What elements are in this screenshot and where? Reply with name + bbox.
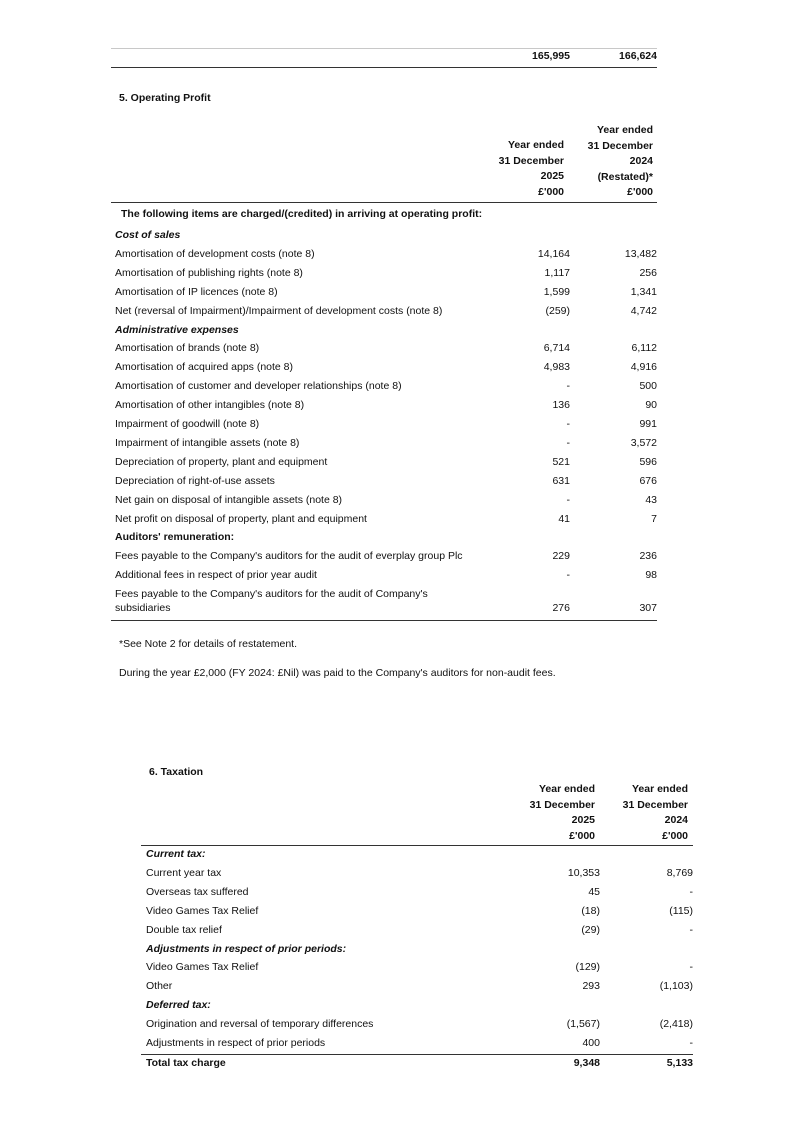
- row-label: Amortisation of publishing rights (note 8): [115, 266, 303, 279]
- row-value-2025: -: [566, 380, 570, 393]
- table-row: [0, 455, 799, 474]
- row-value-2025: (18): [581, 904, 600, 917]
- table-row: [0, 549, 799, 568]
- row-value-2024: 500: [639, 380, 657, 393]
- row-value-2024: 236: [639, 550, 657, 563]
- row-value-2024: 676: [639, 474, 657, 487]
- table-row: [0, 285, 799, 304]
- row-value-2025: -: [566, 418, 570, 430]
- row-label: Net (reversal of Impairment)/Impairment of development costs (note 8): [115, 304, 443, 317]
- section-label: Current tax:: [146, 848, 206, 860]
- row-value-2024: 8,769: [666, 866, 693, 879]
- row-value-2025: 229: [552, 550, 570, 563]
- table-row: [0, 266, 799, 285]
- section-label: Cost of sales: [115, 229, 181, 241]
- row-value-2024: -: [689, 1037, 693, 1049]
- row-value-2025: 41: [558, 512, 570, 525]
- row-value-2024: -: [689, 961, 693, 974]
- table-row: [0, 247, 799, 266]
- row-label: Amortisation of customer and developer relationships (note 8): [115, 380, 402, 393]
- row-value-2025: 14,164: [537, 247, 570, 260]
- row-value-2024: (1,103): [659, 980, 693, 993]
- non-audit-fees-note: During the year £2,000 (FY 2024: £Nil) was paid to the Company's auditors for non-audit fees.: [119, 667, 556, 679]
- row-label: Impairment of intangible assets (note 8): [115, 436, 300, 449]
- top-total-2024: 166,624: [619, 50, 657, 62]
- row-label: Fees payable to the Company's auditors for the audit of everplay group Plc: [115, 550, 463, 563]
- row-label: Video Games Tax Relief: [146, 961, 259, 974]
- total-tax-2025: 9,348: [573, 1057, 600, 1069]
- row-label: Adjustments in respect of prior periods: [146, 1037, 326, 1049]
- row-value-2025: 4,983: [543, 361, 570, 374]
- table-section-row: [0, 942, 799, 961]
- row-value-2025: -: [566, 569, 570, 582]
- total-tax-2024: 5,133: [666, 1057, 693, 1069]
- row-label: Amortisation of other intangibles (note 8): [115, 399, 305, 412]
- top-total-2025: 165,995: [532, 50, 570, 62]
- row-value-2024: 4,916: [630, 361, 657, 374]
- table-row: [0, 493, 799, 512]
- section-label: Auditors' remuneration:: [115, 531, 235, 544]
- row-value-2024: 90: [645, 399, 657, 412]
- taxation-table: [0, 847, 799, 1057]
- table-section-row: [0, 530, 799, 549]
- row-label: Video Games Tax Relief: [146, 904, 259, 917]
- table-row: [0, 341, 799, 360]
- row-value-2025: 136: [552, 399, 570, 412]
- table-row: [0, 923, 799, 942]
- table-row: [0, 379, 799, 398]
- table-row: [0, 904, 799, 923]
- divider: [141, 845, 693, 846]
- row-value-2025: 6,714: [543, 342, 570, 355]
- row-value-2024: 6,112: [631, 342, 657, 355]
- row-label: Current year tax: [146, 866, 222, 879]
- row-value-2024: 256: [639, 266, 657, 279]
- divider: [111, 620, 657, 621]
- row-value-2024: 991: [639, 418, 657, 430]
- row-label: Amortisation of development costs (note 8): [115, 247, 315, 260]
- row-value-2024: 7: [651, 512, 657, 525]
- row-value-2025: 276: [552, 602, 570, 614]
- row-label: Other: [146, 980, 173, 993]
- row-value-2024: 98: [645, 569, 657, 582]
- row-label: Origination and reversal of temporary differences: [146, 1018, 374, 1031]
- row-value-2024: 307: [639, 602, 657, 614]
- row-value-2024: 3,572: [630, 436, 657, 449]
- table-row: [0, 417, 799, 436]
- table-row: [0, 474, 799, 493]
- row-value-2025: 521: [552, 455, 570, 468]
- table-row: [0, 568, 799, 587]
- table-row: [0, 866, 799, 885]
- row-value-2024: -: [689, 923, 693, 936]
- column-header-2024: Year ended 31 December 2024 £'000: [622, 783, 688, 842]
- row-label: Depreciation of property, plant and equipment: [115, 455, 328, 468]
- row-value-2025: 293: [582, 980, 600, 993]
- row-value-2025: (29): [581, 923, 600, 936]
- table-row: [0, 436, 799, 455]
- row-value-2024: 4,742: [630, 304, 657, 317]
- row-label-line1: Fees payable to the Company's auditors for the audit of Company's: [115, 588, 428, 600]
- divider: [111, 202, 657, 203]
- section-title: 6. Taxation: [149, 766, 204, 778]
- row-label: Amortisation of brands (note 8): [115, 342, 260, 355]
- row-value-2025: 1,117: [544, 266, 570, 279]
- row-label: Amortisation of IP licences (note 8): [115, 285, 278, 298]
- table-row: [0, 1017, 799, 1036]
- divider: [111, 67, 657, 68]
- divider: [111, 48, 657, 49]
- row-value-2024: 1,341: [630, 285, 657, 298]
- table-section-row: [0, 998, 799, 1017]
- table-section-row: [0, 323, 799, 342]
- row-value-2025: (259): [545, 304, 570, 317]
- column-header-2025: Year ended 31 December 2025 £'000: [498, 139, 564, 198]
- divider: [141, 1054, 693, 1055]
- row-label: Depreciation of right-of-use assets: [115, 474, 275, 487]
- row-value-2024: 596: [639, 455, 657, 468]
- row-label: Overseas tax suffered: [146, 885, 249, 898]
- row-value-2024: 43: [645, 493, 657, 506]
- row-value-2024: (115): [669, 904, 693, 917]
- row-value-2025: 1,599: [543, 285, 570, 298]
- row-value-2025: 45: [588, 885, 600, 898]
- table-section-row: [0, 847, 799, 866]
- row-label: Additional fees in respect of prior year audit: [115, 569, 317, 582]
- table-intro: The following items are charged/(credited) in arriving at operating profit:: [121, 208, 483, 220]
- section-label: Adjustments in respect of prior periods:: [146, 942, 347, 955]
- row-label: Net profit on disposal of property, plant and equipment: [115, 512, 367, 525]
- row-value-2025: 631: [552, 474, 570, 487]
- row-value-2025: -: [566, 493, 570, 506]
- table-row: [0, 360, 799, 379]
- row-value-2024: 13,482: [624, 247, 657, 260]
- footnote: *See Note 2 for details of restatement.: [119, 638, 298, 650]
- table-row: [0, 960, 799, 979]
- row-label: Net gain on disposal of intangible assets (note 8): [115, 493, 343, 506]
- column-header-2025: Year ended 31 December 2025 £'000: [529, 783, 595, 842]
- table-row: [0, 885, 799, 904]
- column-header-2024: Year ended 31 December 2024 (Restated)* £'000: [587, 124, 653, 198]
- row-value-2024: (2,418): [659, 1018, 693, 1031]
- row-label: Amortisation of acquired apps (note 8): [115, 361, 294, 374]
- table-row: [0, 398, 799, 417]
- row-value-2025: 10,353: [567, 866, 600, 879]
- row-value-2024: -: [689, 885, 693, 898]
- row-value-2025: -: [566, 436, 570, 449]
- total-tax-label: Total tax charge: [146, 1057, 226, 1069]
- table-row: [0, 304, 799, 323]
- row-value-2025: (1,567): [566, 1018, 600, 1031]
- section-label: Deferred tax:: [146, 999, 211, 1012]
- table-section-row: [0, 228, 799, 247]
- row-label: Double tax relief: [146, 923, 222, 936]
- table-row: [0, 1036, 799, 1055]
- row-label: Impairment of goodwill (note 8): [115, 418, 260, 430]
- operating-profit-table: [0, 228, 799, 588]
- row-value-2025: (129): [575, 961, 600, 974]
- section-label: Administrative expenses: [115, 323, 239, 336]
- row-label-line2: subsidiaries: [115, 602, 171, 614]
- table-row: [0, 979, 799, 998]
- row-value-2025: 400: [582, 1037, 600, 1049]
- table-row: [0, 512, 799, 531]
- section-title: 5. Operating Profit: [119, 92, 211, 104]
